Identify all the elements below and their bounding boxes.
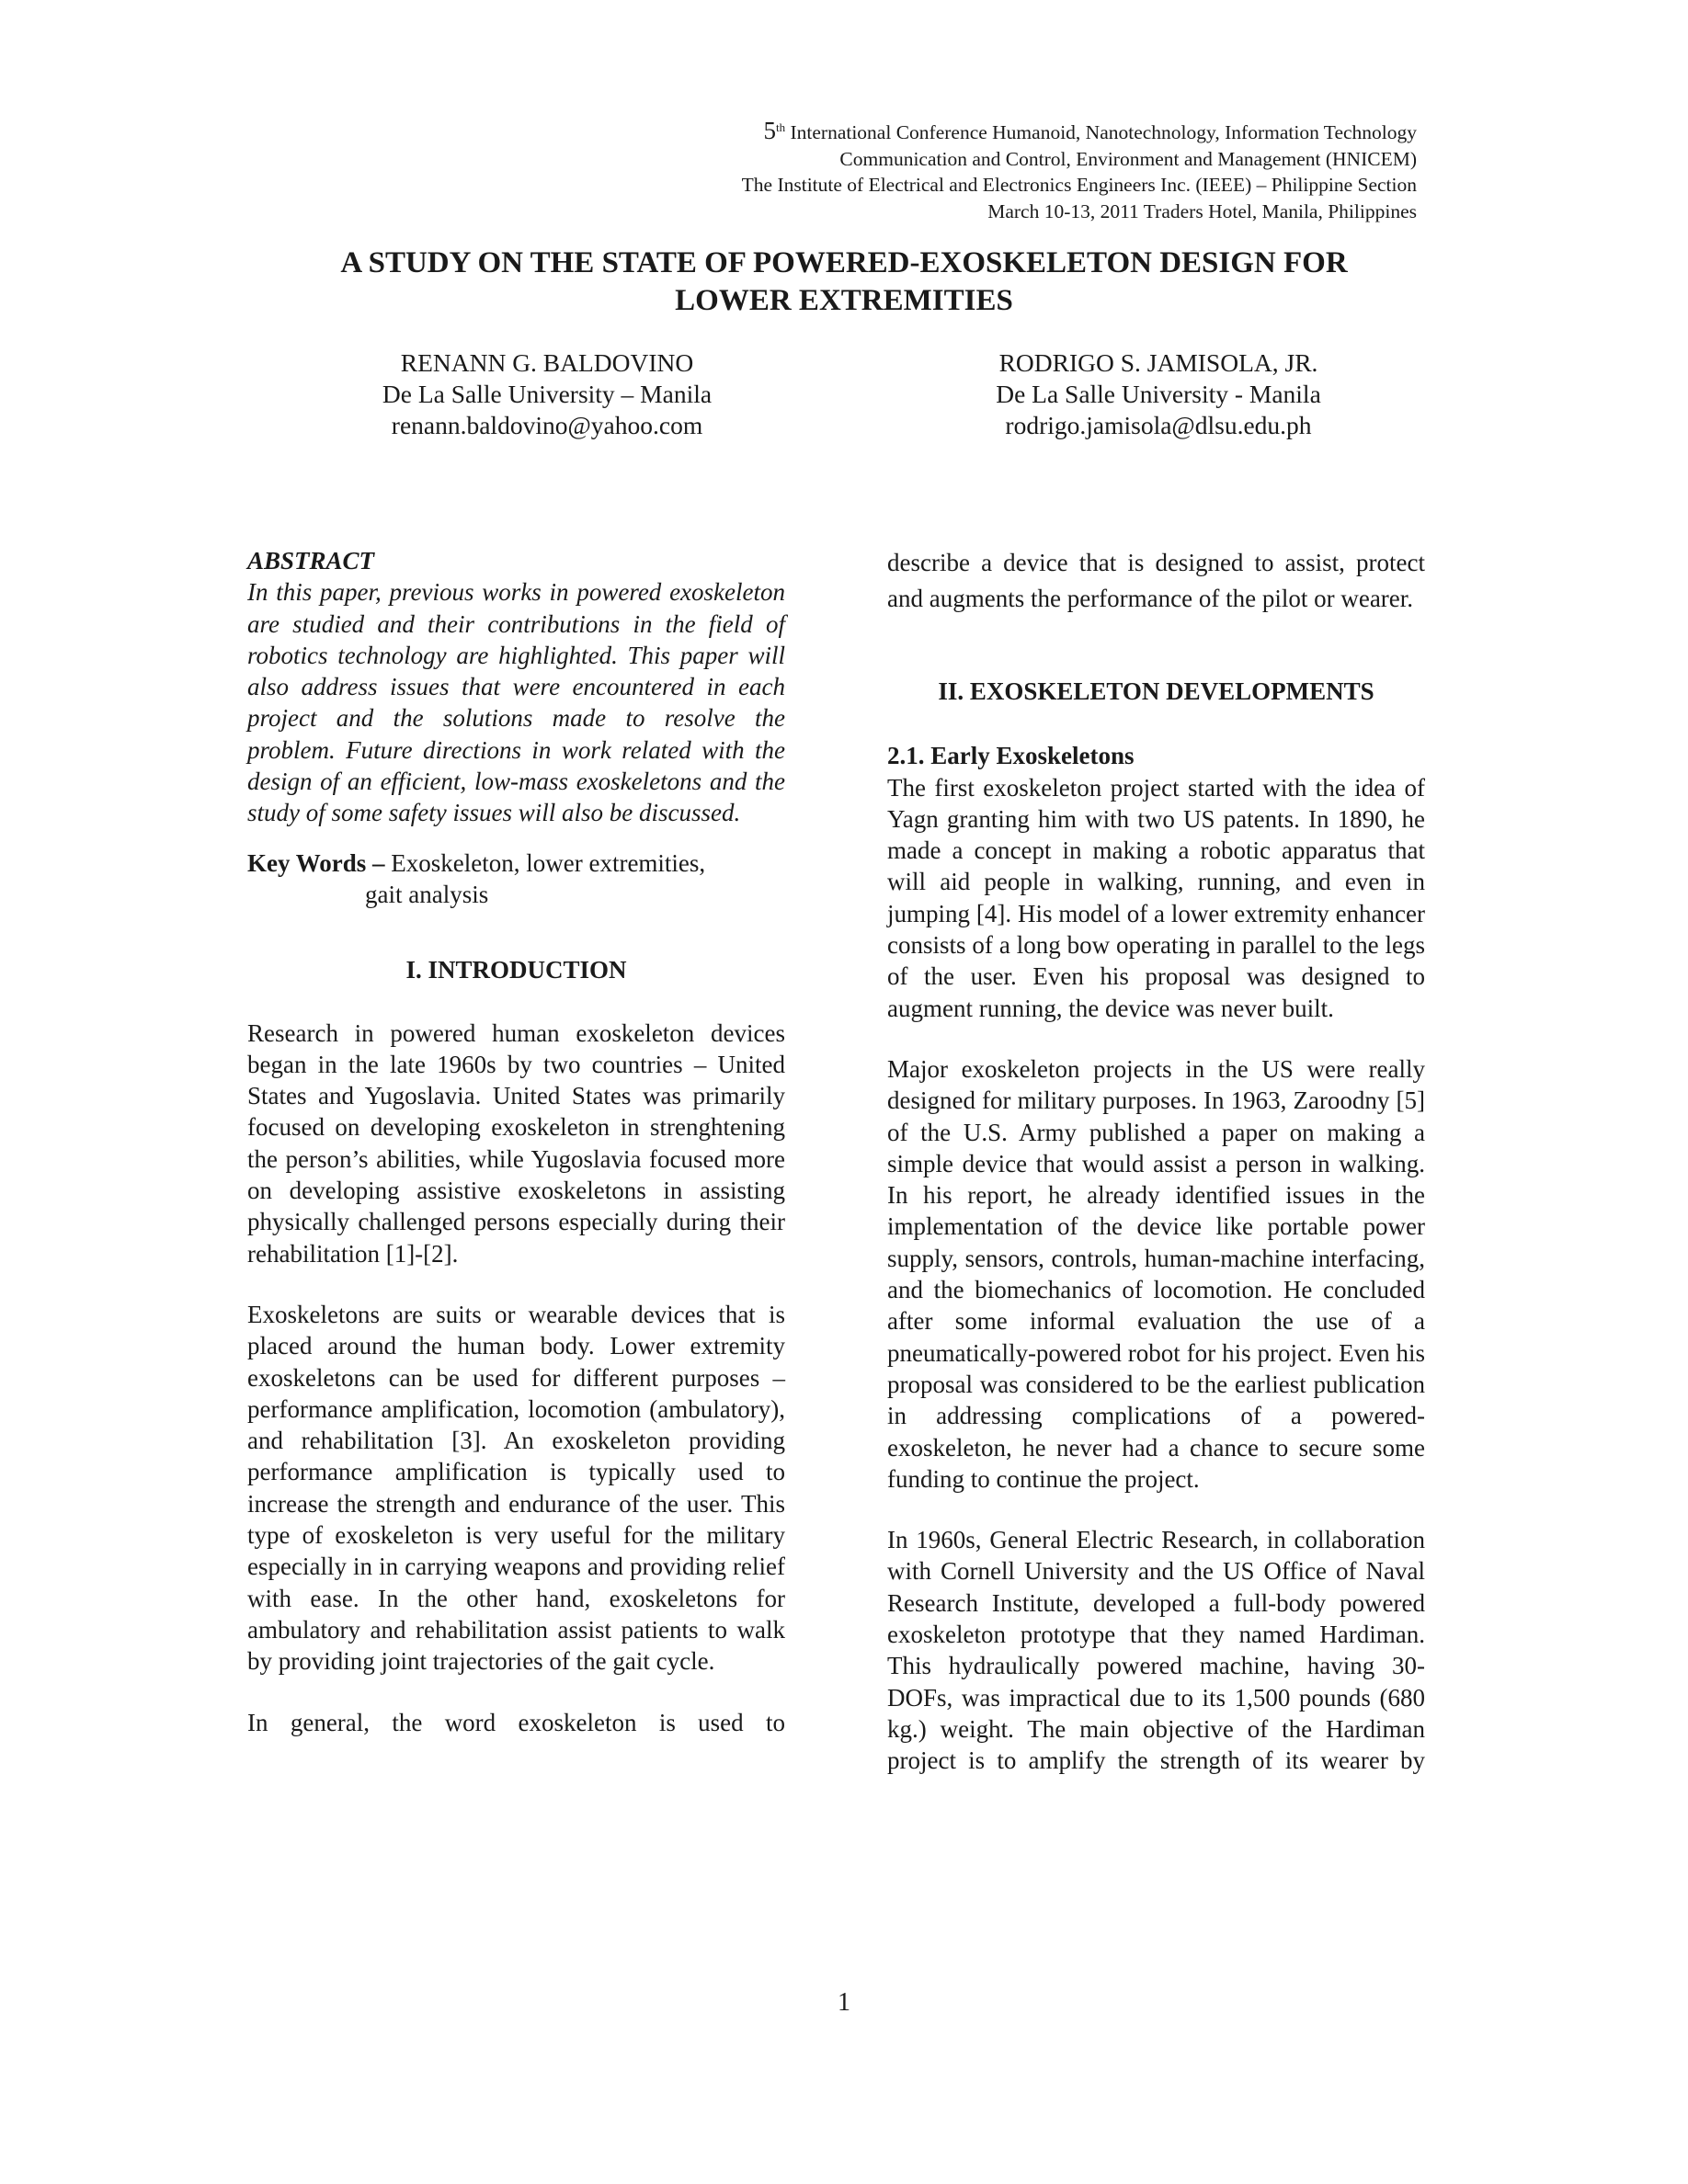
author-email: renann.baldovino@yahoo.com	[391, 411, 703, 439]
page-number: 1	[838, 1988, 850, 2017]
author-name: RENANN G. BALDOVINO	[400, 348, 694, 377]
keywords-label: Key Words –	[247, 848, 385, 877]
author-block-2	[919, 347, 1397, 441]
developments-paragraph-2: Major exoskeleton projects in the US were really designed for military purposes. In 1963, Zaroodny [5] of the U.S. Army published a paper on making a simple device that would assist a person in walking. In his report, he already identified issues in the implementation of the device like portable power supply, sensors, controls, human-machine interfacing, and the biomechanics of locomotion. He concluded after some informal evaluation the use of a pneumatically-powered robot for his project. Even his proposal was considered to be the earliest publication in addressing complications of a powered-exoskeleton, he never had a chance to secure some funding to continue the project.	[887, 1054, 1425, 1493]
introduction-heading: I. INTRODUCTION	[405, 956, 627, 984]
conference-header-line-4: March 10-13, 2011 Traders Hotel, Manila, Philippines	[987, 199, 1417, 222]
paper-title-line-1: A STUDY ON THE STATE OF POWERED-EXOSKELETON DESIGN FOR	[340, 246, 1348, 279]
conference-number-suffix: th	[775, 120, 786, 134]
conference-number: 5	[763, 117, 776, 144]
keywords-line-1	[247, 847, 785, 879]
introduction-paragraph-2: Exoskeletons are suits or wearable devices that is placed around the human body. Lower extremity exoskeletons can be used for different purposes – performance amplification, locomotion (ambulatory), and rehabilitation [3]. An exoskeleton providing performance amplification is typically used to increase the strength and endurance of the user. This type of exoskeleton is very useful for the military especially in in carrying weapons and providing relief with ease. In the other hand, exoskeletons for ambulatory and rehabilitation assist patients to walk by providing joint trajectories of the gait cycle.	[247, 1300, 785, 1676]
keywords-line-2: gait analysis	[365, 880, 489, 908]
left-column	[247, 545, 785, 1738]
introduction-paragraph-3-continued: describe a device that is designed to assist, protect and augments the performance of the pilot or wearer.	[887, 549, 1425, 612]
abstract-text: In this paper, previous works in powered exoskeleton are studied and their contributions in the field of robotics technology are highlighted. This paper will also address issues that were encountered in each project and the solutions made to resolve the problem. Future directions in work related with the design of an efficient, low-mass exoskeletons and the study of some safety issues will also be discussed.	[247, 578, 785, 827]
right-column	[887, 545, 1425, 1777]
early-exoskeletons-subheading: 2.1. Early Exoskeletons	[887, 742, 1135, 770]
developments-paragraph-3: In 1960s, General Electric Research, in collaboration with Cornell University and the US Office of Naval Research Institute, developed a full-body powered exoskeleton prototype that they named Hardiman. This hydraulically powered machine, having 30-DOFs, was impractical due to its 1,500 pounds (680 kg.) weight. The main objective of the Hardiman project is to amplify the strength of its wearer by	[887, 1526, 1425, 1775]
author-name: RODRIGO S. JAMISOLA, JR.	[998, 348, 1318, 377]
abstract-heading: ABSTRACT	[247, 547, 375, 574]
developments-heading: II. EXOSKELETON DEVELOPMENTS	[938, 677, 1374, 705]
keywords-values: Exoskeleton, lower extremities,	[384, 848, 706, 877]
developments-paragraph-1: The first exoskeleton project started with the idea of Yagn granting him with two US patents. In 1890, he made a concept in making a robotic apparatus that will aid people in walking, running, and even in jumping [4]. His model of a lower extremity enhancer consists of a long bow operating in parallel to the legs of the user. Even his proposal was designed to augment running, the device was never built.	[887, 773, 1425, 1022]
introduction-paragraph-3: In general, the word exoskeleton is used to	[247, 1708, 785, 1736]
paper-title-line-2: LOWER EXTREMITIES	[675, 284, 1013, 317]
paper-title	[230, 245, 1458, 320]
author-affiliation: De La Salle University - Manila	[996, 380, 1321, 408]
conference-header-line-1	[589, 118, 1417, 146]
conference-header-line-2: Communication and Control, Environment and Management (HNICEM)	[839, 147, 1417, 170]
introduction-paragraph-1: Research in powered human exoskeleton devices began in the late 1960s by two countries – United States and Yugoslavia. United States was primarily focused on developing exoskeleton in strenghtening the person’s abilities, while Yugoslavia focused more on developing assistive exoskeletons in assisting physically challenged persons especially during their rehabilitation [1]-[2].	[247, 1018, 785, 1268]
conference-name: International Conference Humanoid, Nanotechnology, Information Technology	[785, 121, 1417, 143]
conference-header	[589, 118, 1417, 224]
conference-header-line-3: The Institute of Electrical and Electronics Engineers Inc. (IEEE) – Philippine Section	[741, 174, 1417, 196]
keywords	[247, 847, 785, 911]
author-affiliation: De La Salle University – Manila	[382, 380, 713, 408]
author-email: rodrigo.jamisola@dlsu.edu.ph	[1005, 411, 1312, 439]
author-block-1	[308, 347, 786, 441]
